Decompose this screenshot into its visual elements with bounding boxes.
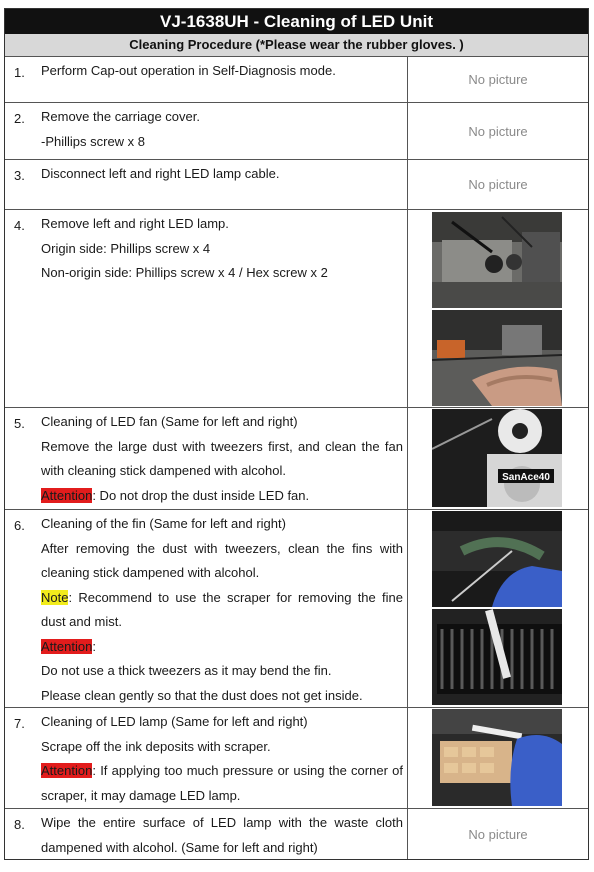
step-line: After removing the dust with tweezers, clean the fins with cleaning stick dampened with alcohol. — [41, 540, 403, 580]
step-text — [41, 57, 407, 102]
no-picture-label: No picture — [468, 123, 528, 139]
step-text — [41, 160, 407, 209]
step-text — [41, 809, 407, 859]
step-line: Remove left and right LED lamp. — [41, 216, 229, 231]
picture-cell — [407, 809, 588, 859]
step-number: 7. — [14, 716, 25, 731]
step-line: Cleaning of LED lamp (Same for left and right) — [41, 714, 308, 729]
fin-cleaning-photo — [432, 609, 562, 705]
step-row-6 — [5, 510, 588, 708]
picture-cell — [407, 210, 588, 407]
no-picture-label: No picture — [468, 72, 528, 87]
document-title: VJ-1638UH - Cleaning of LED Unit — [5, 9, 588, 34]
attention-label: Attention — [41, 763, 93, 778]
fin-tweezers-photo — [432, 511, 562, 607]
step-line: Non-origin side: Phillips screw x 4 / Hex screw x 2 — [41, 265, 328, 280]
step-row-8 — [5, 809, 588, 859]
step-number: 6. — [14, 518, 25, 533]
picture-cell — [407, 708, 588, 808]
step-line: Remove the large dust with tweezers first, and clean the fan with cleaning stick dampened with alcohol. — [41, 438, 403, 478]
carriage-photo — [432, 212, 562, 308]
step-row-3 — [5, 160, 588, 210]
step-number: 1. — [14, 65, 25, 80]
step-number: 3. — [14, 168, 25, 183]
step-line: Wipe the entire surface of LED lamp with the waste cloth dampened with alcohol. (Same for left and right) — [41, 815, 403, 855]
step-line: Remove the carriage cover. — [41, 109, 200, 124]
procedure-sheet — [4, 8, 589, 860]
step-line: Scrape off the ink deposits with scraper. — [41, 738, 271, 754]
attention-text: : If applying too much pressure or using the corner of scraper, it may damage LED lamp. — [41, 763, 403, 803]
led-fan-photo — [432, 409, 562, 507]
step-line: Cleaning of the fin (Same for left and right) — [41, 516, 286, 531]
step-line: Cleaning of LED fan (Same for left and right) — [41, 414, 298, 429]
step-text — [41, 103, 407, 159]
step-row-4 — [5, 210, 588, 408]
step-line: Origin side: Phillips screw x 4 — [41, 240, 211, 256]
no-picture-label: No picture — [468, 177, 528, 192]
step-number: 8. — [14, 817, 25, 832]
led-lamp-scraping-photo — [432, 709, 562, 806]
step-number: 4. — [14, 218, 25, 233]
step-row-1 — [5, 57, 588, 103]
attention-text: : — [92, 638, 96, 654]
step-line: Disconnect left and right LED lamp cable. — [41, 166, 280, 181]
step-number: 2. — [14, 111, 25, 126]
step-line: Perform Cap-out operation in Self-Diagnosis mode. — [41, 63, 336, 78]
step-number: 5. — [14, 416, 25, 431]
step-text — [41, 510, 407, 707]
step-row-7 — [5, 708, 588, 809]
attention-label: Attention — [41, 638, 93, 654]
led-lamp-removal-photo — [432, 310, 562, 406]
step-row-5 — [5, 408, 588, 510]
picture-cell — [407, 510, 588, 707]
step-line: Do not use a thick tweezers as it may bend the fin. — [41, 663, 332, 678]
attention-text: : Do not drop the dust inside LED fan. — [92, 487, 310, 503]
attention-line — [41, 484, 403, 509]
step-text — [41, 408, 407, 509]
step-line: Please clean gently so that the dust does not get inside. — [41, 687, 363, 703]
picture-cell — [407, 103, 588, 159]
no-picture-label: No picture — [468, 826, 528, 842]
procedure-subtitle: Cleaning Procedure (*Please wear the rubber gloves. ) — [5, 34, 588, 57]
fan-label-text: SanAce40 — [502, 472, 550, 483]
picture-cell — [407, 160, 588, 209]
note-label: Note — [41, 589, 69, 605]
attention-line — [41, 759, 403, 808]
attention-label: Attention — [41, 487, 93, 503]
attention-line — [41, 635, 403, 660]
note-text: : Recommend to use the scraper for removing the fine dust and mist. — [41, 589, 403, 629]
step-text — [41, 210, 407, 407]
picture-cell — [407, 408, 588, 509]
step-text — [41, 708, 407, 808]
note-line — [41, 586, 403, 635]
step-row-2 — [5, 103, 588, 160]
step-line: -Phillips screw x 8 — [41, 133, 146, 149]
picture-cell — [407, 57, 588, 102]
